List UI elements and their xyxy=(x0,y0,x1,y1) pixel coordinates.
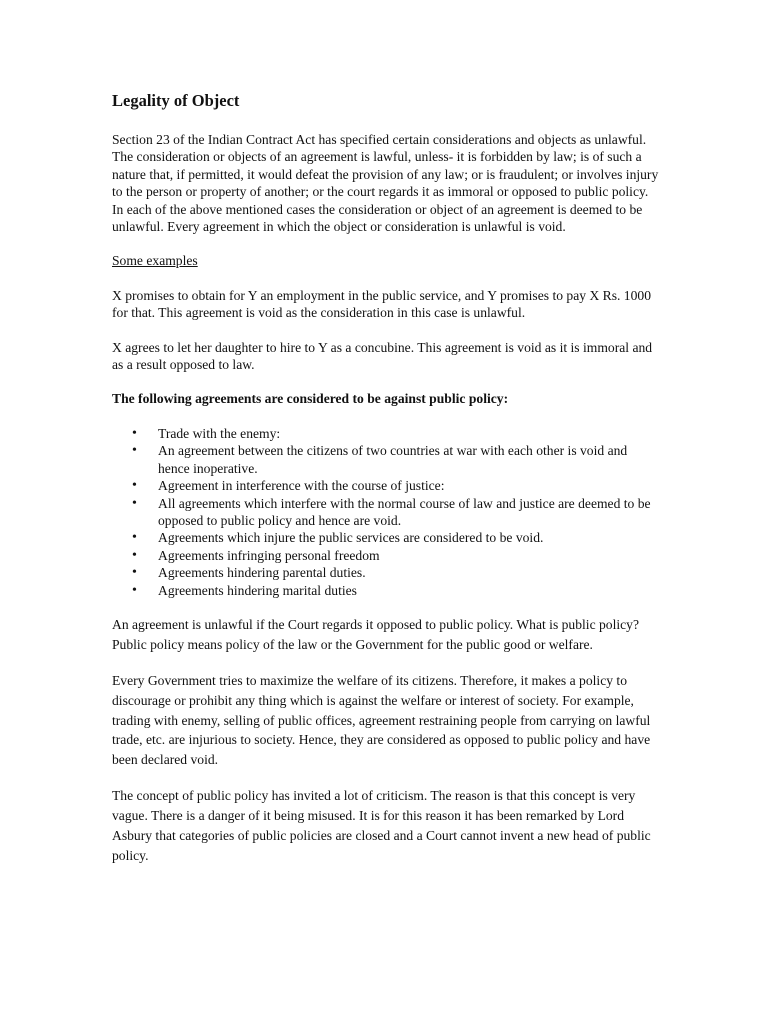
body-paragraph-3: The concept of public policy has invited a lot of criticism. The reason is that this concept is very vague. There is a danger of it being misused. It is for this reason it has been remarked by Lord Asbury that categories of public policies are closed and a Court cannot invent a new head of public policy. xyxy=(112,788,651,863)
list-item: • Agreements infringing personal freedom xyxy=(158,547,660,564)
list-item: • Agreement in interference with the course of justice: xyxy=(158,477,660,494)
list-item: • An agreement between the citizens of two countries at war with each other is void and hence inoperative. xyxy=(158,442,660,477)
document-body xyxy=(112,90,660,866)
public-policy-heading: The following agreements are considered to be against public policy: xyxy=(112,391,509,407)
example-paragraph-2: X agrees to let her daughter to hire to Y as a concubine. This agreement is void as it is immoral and as a result opposed to law. xyxy=(112,339,653,373)
public-policy-list xyxy=(112,425,660,599)
list-item: • Agreements hindering parental duties. xyxy=(158,564,660,581)
example-paragraph-1: X promises to obtain for Y an employment in the public service, and Y promises to pay X Rs. 1000 for that. This agreement is void as the consideration in this case is unlawful. xyxy=(112,287,651,321)
list-item: • Agreements which injure the public services are considered to be void. xyxy=(158,529,660,546)
examples-heading: Some examples xyxy=(112,253,198,269)
intro-paragraph-2: In each of the above mentioned cases the consideration or object of an agreement is deemed to be unlawful. Every agreement in which the object or consideration is unlawful is void. xyxy=(112,201,643,235)
list-item: • Trade with the enemy: xyxy=(158,425,660,442)
body-paragraph-1: An agreement is unlawful if the Court regards it opposed to public policy. What is public policy? Public policy means policy of the law or the Government for the public good or welfare. xyxy=(112,616,640,652)
list-item: • All agreements which interfere with the normal course of law and justice are deemed to be opposed to public policy and hence are void. xyxy=(158,495,660,530)
list-item: • Agreements hindering marital duties xyxy=(158,582,660,599)
body-paragraph-2: Every Government tries to maximize the welfare of its citizens. Therefore, it makes a policy to discourage or prohibit any thing which is against the welfare or interest of society. For example, trading with enemy, selling of public offices, agreement restraining people from carrying on lawful trade, etc. are injurious to society. Hence, they are considered as opposed to public policy and have been declared void. xyxy=(112,672,651,768)
page-title: Legality of Object xyxy=(112,91,240,110)
intro-paragraph-1: Section 23 of the Indian Contract Act has specified certain considerations and objects as unlawful. The consideration or objects of an agreement is lawful, unless- it is forbidden by law; is of such a nature that, if permitted, it would defeat the provision of any law; or is fraudulent; or involves injury to the person or property of another; or the court regards it as immoral or opposed to public policy. xyxy=(112,132,659,200)
